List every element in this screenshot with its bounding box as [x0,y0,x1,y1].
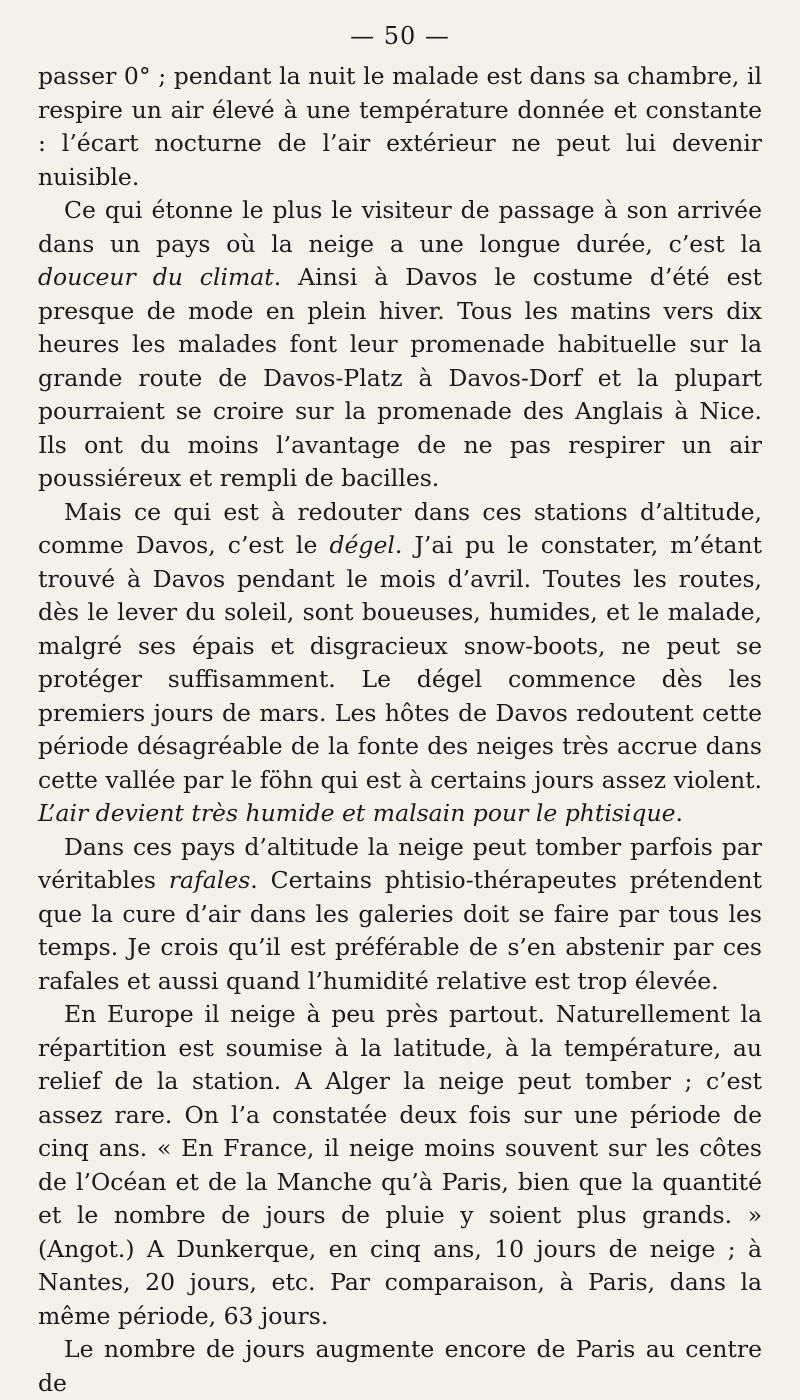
body-text [38,60,762,1400]
text-run: En Europe il neige à peu près partout. Naturellement la répartition est soumise à la latitude, à la température, au relief de la station. A Alger la neige peut tomber ; c’est assez rare. On l’a constatée deux fois sur une période de cinq ans. « En France, il neige moins souvent sur les côtes de l’Océan et de la Manche qu’à Paris, bien que la quantité et le nombre de jours de pluie y soient plus grands. » (Angot.) A Dunkerque, en cinq ans, 10 jours de neige ; à Nantes, 20 jours, etc. Par comparaison, à Paris, dans la même période, 63 jours. [38,1000,762,1330]
text-run: Ce qui étonne le plus le visiteur de passage à son arrivée dans un pays où la neige a une longue durée, c’est la [38,196,762,258]
text-run: . [675,799,684,827]
italic-text: L’air devient très humide et malsain pour le phtisique [38,799,676,827]
text-run: Dans ces pays d’altitude la neige peut tomber parfois par véritables [38,832,762,894]
italic-text: douceur du climat [38,263,274,291]
paragraph [38,831,762,999]
text-run: passer 0° ; pendant la nuit le malade est dans sa chambre, il respire un air élevé à une température donnée et constante : l’écart nocturne de l’air extérieur ne peut lui devenir nuisible. [38,62,762,191]
text-run: . Certains phtisio-thérapeutes prétendent que la cure d’air dans les galeries doit se faire par tous les temps. Je crois qu’il est préférable de s’en abstenir par ces rafales et aussi quand l’humidité relative est trop élevée. [38,866,762,995]
text-run: . J’ai pu le constater, m’étant trouvé à Davos pendant le mois d’avril. Toutes les routes, dès le lever du soleil, sont boueuses, humides, et le malade, malgré ses épais et disgracieux snow-boots, ne peut se protéger suffisamment. Le dégel commence dès les premiers jours de mars. Les hôtes de Davos redoutent cette période désagréable de la fonte des neiges très accrue dans cette vallée par le föhn qui est à certains jours assez violent. [38,531,763,794]
text-run: . Ainsi à Davos le costume d’été est presque de mode en plein hiver. Tous les matins vers dix heures les malades font leur promenade habituelle sur la grande route de Davos-Platz à Davos-Dorf et la plupart pourraient se croire sur la promenade des Anglais à Nice. Ils ont du moins l’avantage de ne pas respirer un air poussiéreux et rempli de bacilles. [38,263,762,492]
paragraph [38,998,762,1333]
paragraph [38,1333,762,1400]
italic-text: rafales [168,866,251,894]
paragraph [38,60,762,194]
text-run: Le nombre de jours augmente encore de Paris au centre de [38,1335,762,1397]
paragraph [38,496,762,831]
text-run: Mais ce qui est à redouter dans ces stations d’altitude, comme Davos, c’est le [38,497,762,559]
italic-text: dégel [329,531,395,559]
page-number: — 50 — [350,22,450,50]
paragraph [38,194,762,496]
